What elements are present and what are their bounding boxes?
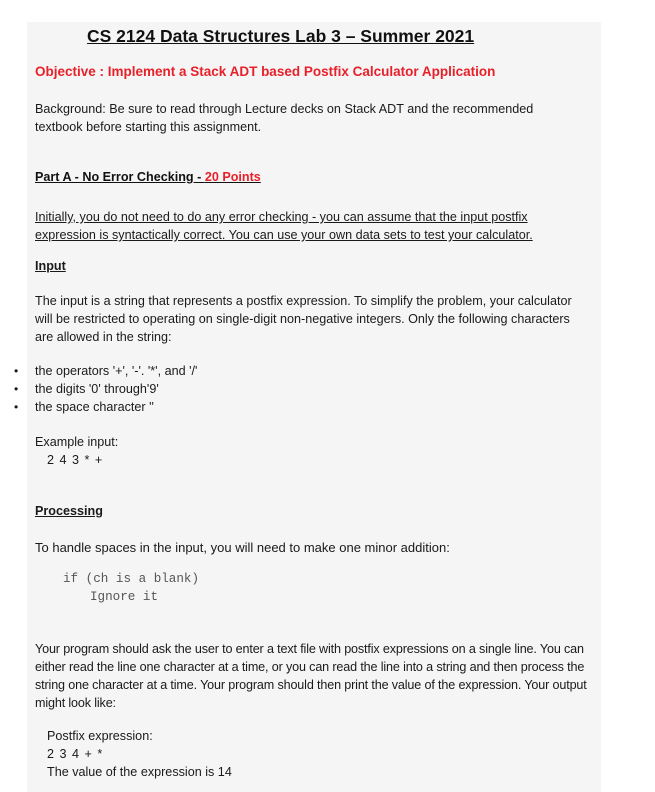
- part-a-title: Part A - No Error Checking -: [35, 170, 205, 184]
- part-a-note: Initially, you do not need to do any error checking - you can assume that the input postfix expression is syntactically correct. You can use your own data sets to test your calculator.: [35, 210, 533, 242]
- input-description: The input is a string that represents a postfix expression. To simplify the problem, your calculator will be restricted to operating on single-digit non-negative integers. Only the following characters are allowed in the string:: [35, 294, 572, 344]
- bullet-text: the space character '': [35, 400, 154, 414]
- objective-line: Objective : Implement a Stack ADT based Postfix Calculator Application: [35, 64, 496, 79]
- output-result: The value of the expression is 14: [47, 765, 232, 779]
- example-input-value: 2 4 3 * +: [47, 453, 104, 467]
- allowed-characters-list: [14, 362, 197, 416]
- list-item: [14, 380, 197, 398]
- code-line-ignore: Ignore it: [90, 590, 159, 604]
- page-title: CS 2124 Data Structures Lab 3 – Summer 2021: [87, 26, 475, 46]
- part-a-heading: [35, 170, 261, 184]
- example-input-label: Example input:: [35, 435, 119, 449]
- bullet-icon: •: [14, 382, 19, 396]
- code-line-if: if (ch is a blank): [63, 572, 200, 586]
- bullet-text: the operators '+', '-'. '*', and '/': [35, 364, 198, 378]
- list-item: [14, 398, 197, 416]
- bullet-text: the digits '0' through'9': [35, 382, 159, 396]
- output-label: Postfix expression:: [47, 729, 153, 743]
- bullet-icon: •: [14, 400, 19, 414]
- background-paragraph: Background: Be sure to read through Lecture decks on Stack ADT and the recommended textbook before starting this assignment.: [35, 102, 534, 134]
- output-expression: 2 3 4 + *: [47, 747, 104, 761]
- processing-description: To handle spaces in the input, you will need to make one minor addition:: [35, 540, 450, 555]
- part-a-points: 20 Points: [204, 170, 261, 184]
- input-heading: Input: [35, 259, 66, 273]
- bullet-icon: •: [14, 364, 19, 378]
- program-instructions: Your program should ask the user to enter a text file with postfix expressions on a single line. You can either read the line one character at a time, or you can read the line into a string and then process the string one character at a time. Your program should then print the value of the expression. Your output might look like:: [35, 642, 587, 710]
- processing-heading: Processing: [35, 504, 103, 518]
- list-item: [14, 362, 197, 380]
